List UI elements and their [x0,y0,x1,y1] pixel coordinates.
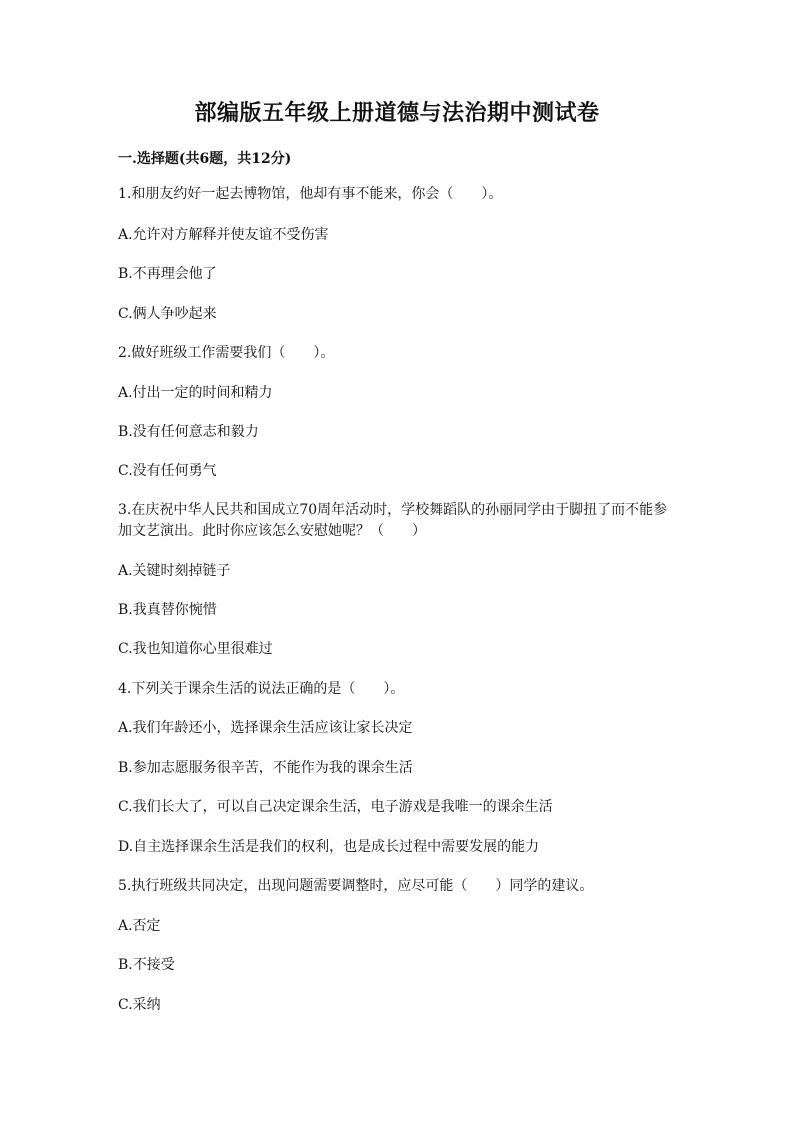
question-4-option-d: D.自主选择课余生活是我们的权利，也是成长过程中需要发展的能力 [118,839,540,855]
question-5-option-c: C.采纳 [118,997,161,1013]
question-2-option-a: A.付出一定的时间和精力 [118,385,273,401]
question-4-option-b: B.参加志愿服务很辛苦，不能作为我的课余生活 [118,760,413,776]
page-title: 部编版五年级上册道德与法治期中测试卷 [194,100,600,126]
question-3-option-a: A.关键时刻掉链子 [118,563,231,579]
question-2-option-c: C.没有任何勇气 [118,463,217,479]
question-3-stem: 3.在庆祝中华人民共和国成立70周年活动时，学校舞蹈队的孙丽同学由于脚扭了而不能参加文艺演出。此时你应该怎么安慰她呢？（ ） [118,502,668,539]
question-4-stem: 4.下列关于课余生活的说法正确的是（ ）。 [118,681,405,697]
question-4-option-a: A.我们年龄还小，选择课余生活应该让家长决定 [118,720,413,736]
question-1-option-b: B.不再理会他了 [118,266,217,282]
question-5-option-a: A.否定 [118,918,161,934]
question-2-stem: 2.做好班级工作需要我们（ ）。 [118,345,335,361]
question-3-option-c: C.我也知道你心里很难过 [118,641,273,657]
question-4-option-c: C.我们长大了，可以自己决定课余生活，电子游戏是我唯一的课余生活 [118,799,553,815]
question-5-stem: 5.执行班级共同决定，出现问题需要调整时，应尽可能（ ）同学的建议。 [118,878,594,894]
question-3-option-b: B.我真替你惋惜 [118,602,217,618]
question-5-option-b: B.不接受 [118,957,175,973]
question-1-option-c: C.俩人争吵起来 [118,306,217,322]
question-1-stem: 1.和朋友约好一起去博物馆，他却有事不能来，你会（ ）。 [118,186,503,202]
question-1-option-a: A.允许对方解释并使友谊不受伤害 [118,227,329,243]
section-heading: 一.选择题(共6题，共12分) [118,151,292,167]
question-2-option-b: B.没有任何意志和毅力 [118,424,259,440]
